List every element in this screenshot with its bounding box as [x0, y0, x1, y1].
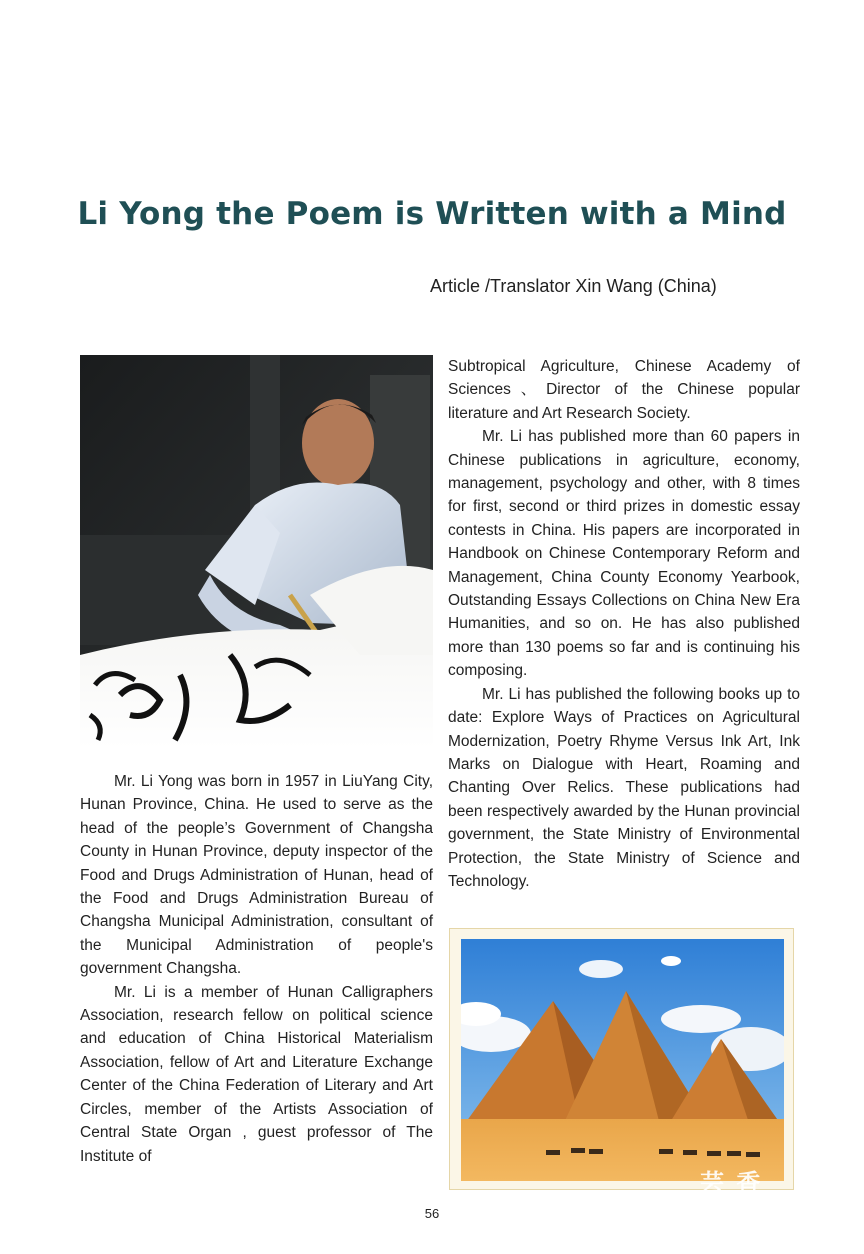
paragraph: Mr. Li Yong was born in 1957 in LiuYang City, Hunan Province, China. He used to serve as the head of the people’s Government of Changsha County in Hunan Province, deputy inspector of the Food and Drugs Administration of Hunan, head of the Food and Drugs Administration Bureau of Changsha Municipal Administration, consultant of the Municipal Administration of people's government Changsha.: [80, 773, 433, 978]
pyramids-photo-frame: [449, 928, 794, 1190]
paragraph: Subtropical Agriculture, Chinese Academy of Sciences、Director of the Chinese popular literature and Art Research Society.: [448, 358, 800, 422]
right-column: [448, 355, 800, 893]
paragraph: Mr. Li has published more than 60 papers in Chinese publications in agriculture, economy, management, psychology and other, with 8 times for first, second or third prizes in domestic essay contests in China. His papers are incorporated in Handbook on Chinese Contemporary Reform and Management, China County Economy Yearbook, Outstanding Essays Collections on China New Era Humanities, and so on. He has also published more than 130 poems so far and is continuing his composing.: [448, 428, 800, 680]
calligraphy-photo: [80, 355, 433, 749]
watermark: 芸 香: [700, 1169, 763, 1197]
page-number: 56: [424, 1206, 440, 1221]
article-title: Li Yong the Poem is Written with a Mind: [77, 196, 787, 232]
left-column: [80, 770, 433, 1168]
paragraph: Mr. Li has published the following books up to date: Explore Ways of Practices on Agricultural Modernization, Poetry Rhyme Versus Ink Art, Ink Marks on Dialogue with Heart, Roaming and Chanting Over Relics. These publications had been respectively awarded by the Hunan provincial government, the State Ministry of Environmental Protection, the State Ministry of Science and Technology.: [448, 685, 800, 890]
pyramids-photo: [461, 939, 784, 1181]
paragraph: Mr. Li is a member of Hunan Calligraphers Association, research fellow on political science and education of China Historical Materialism Association, fellow of Art and Literature Exchange Center of the China Federation of Literary and Art Circles, member of the Artists Association of Central State Organ , guest professor of The Institute of: [80, 983, 433, 1165]
article-byline: Article /Translator Xin Wang (China): [430, 276, 717, 296]
